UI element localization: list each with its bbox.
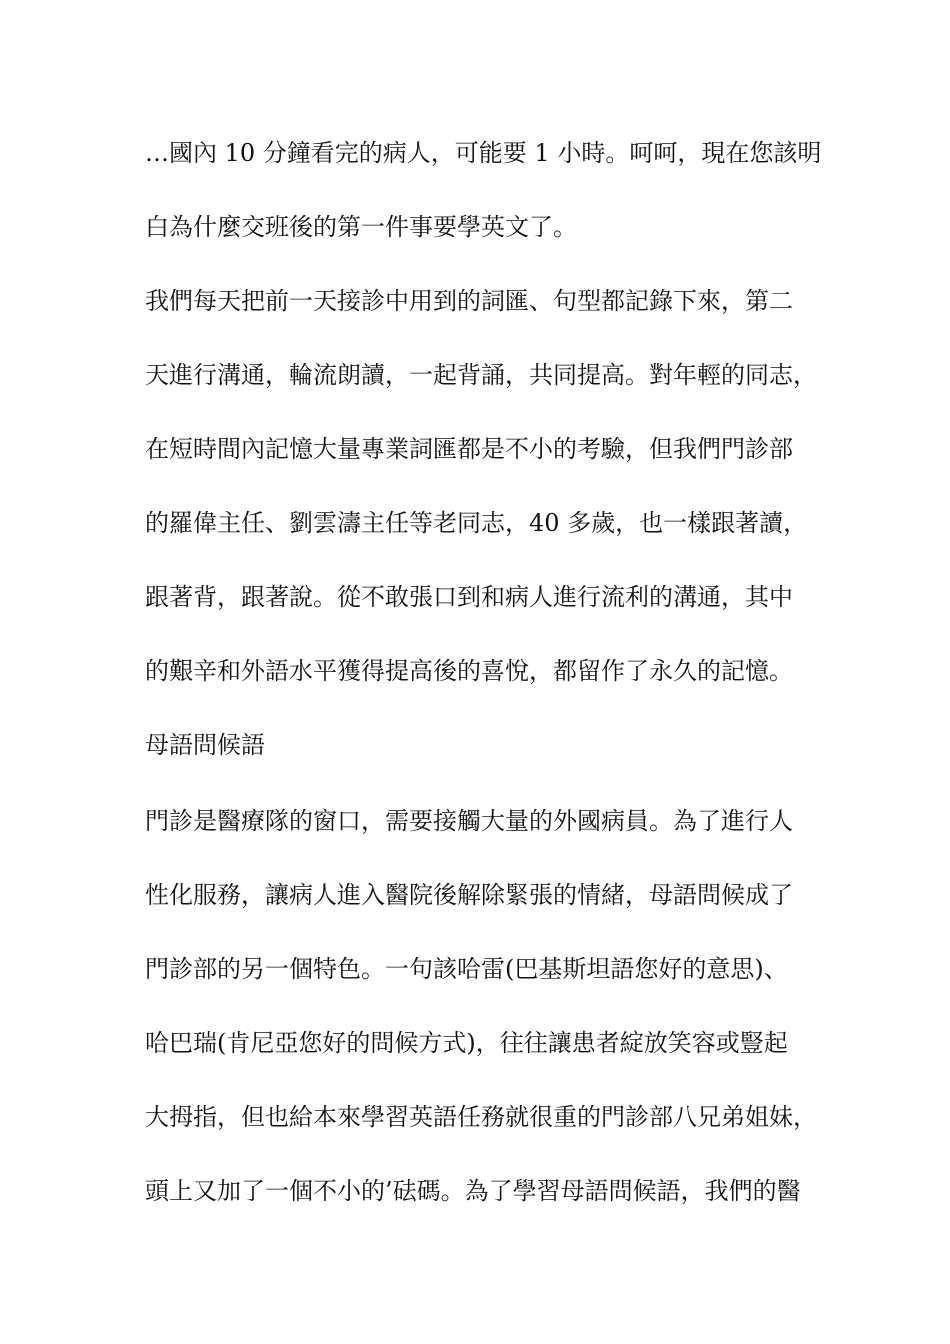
section-heading: 母語問候語 [145, 731, 265, 759]
text-line: 在短時間內記憶大量專業詞匯都是不小的考驗，但我們門診部 [145, 435, 793, 463]
text-line: 天進行溝通，輪流朗讀，一起背誦，共同提高。對年輕的同志， [145, 361, 817, 389]
text-line: 門診是醫療隊的窗口，需要接觸大量的外國病員。為了進行人 [145, 807, 793, 835]
text-line: 性化服務，讓病人進入醫院後解除緊張的情緒，母語問候成了 [145, 881, 793, 909]
text-line: 哈巴瑞(肯尼亞您好的問候方式)，往往讓患者綻放笑容或豎起 [145, 1029, 788, 1057]
text-line: …國內 10 分鐘看完的病人，可能要 1 小時。呵呵，現在您該明 [145, 139, 822, 167]
text-line: 的羅偉主任、劉雲濤主任等老同志，40 多歲，也一樣跟著讀， [145, 509, 808, 537]
text-line: 跟著背，跟著說。從不敢張口到和病人進行流利的溝通，其中 [145, 583, 793, 611]
text-line: 門診部的另一個特色。一句該哈雷(巴基斯坦語您好的意思)、 [145, 955, 788, 983]
text-line: 的艱辛和外語水平獲得提高後的喜悅，都留作了永久的記憶。 [145, 657, 793, 685]
text-line: 我們每天把前一天接診中用到的詞匯、句型都記錄下來，第二 [145, 287, 793, 315]
text-line: 白為什麼交班後的第一件事要學英文了。 [145, 213, 577, 241]
text-line: 大拇指，但也給本來學習英語任務就很重的門診部八兄弟姐妹， [145, 1103, 817, 1131]
text-line: 頭上又加了一個不小的’砝碼。為了學習母語問候語，我們的醫 [145, 1177, 801, 1205]
